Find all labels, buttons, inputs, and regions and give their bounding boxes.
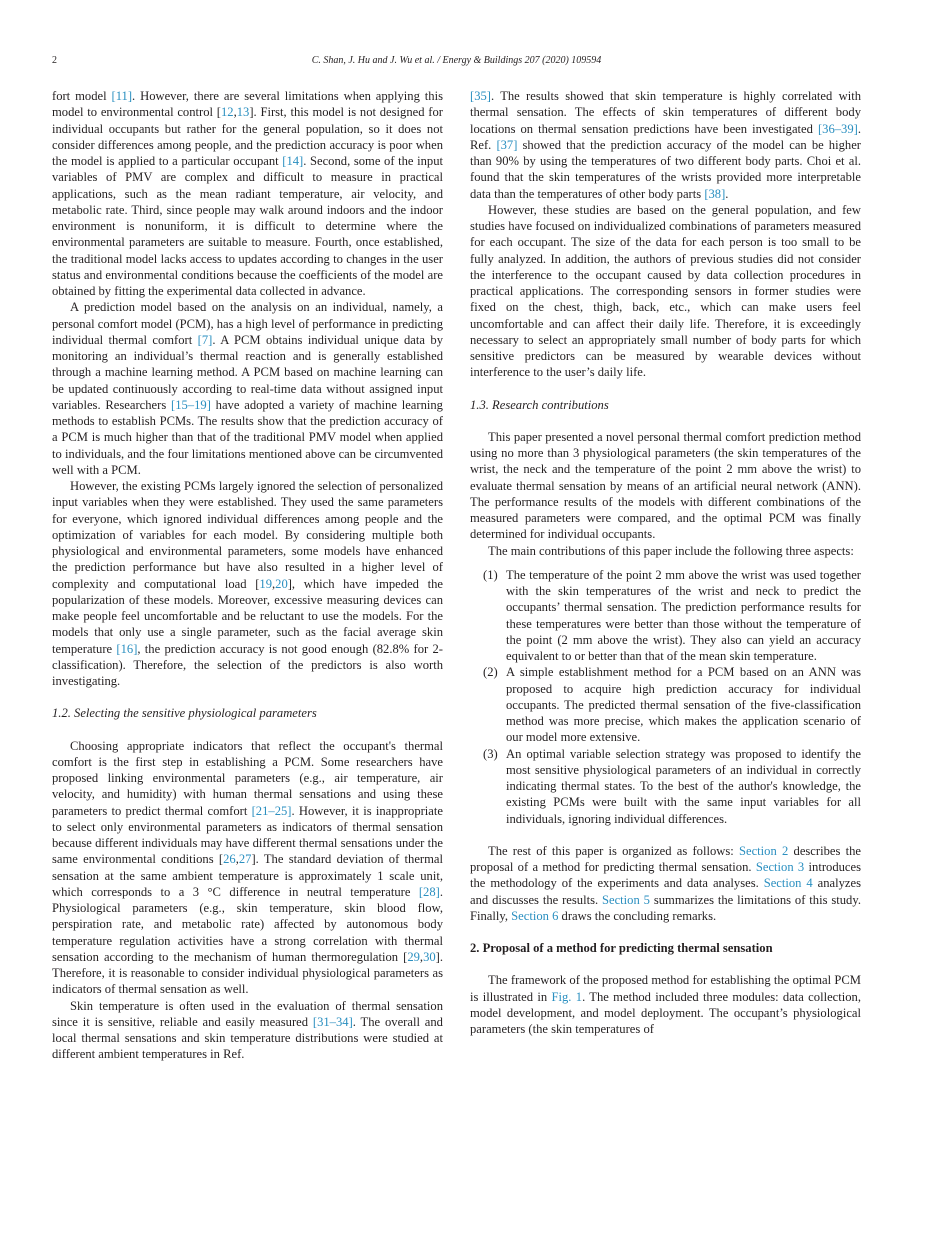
text-run: . The overall and local thermal sensations and skin temperature distributions were studied at different ambient temperatures in Ref. [52, 1014, 443, 1062]
section-heading-1-3: 1.3. Research contributions [470, 397, 609, 412]
citation-link[interactable]: Section 5 [602, 892, 650, 907]
paragraph [52, 998, 443, 1063]
text-run: introduces the methodology of the experiments and data analyses. [470, 860, 861, 891]
text-run: analyzes and discusses the results. [470, 876, 861, 907]
citation-link[interactable]: [7] [197, 332, 213, 347]
left-column [52, 88, 443, 1063]
paragraph [470, 88, 861, 202]
text-run: Choosing appropriate indicators that reflect the occupant's thermal comfort is the first step in establishing a PCM. Some researchers have proposed linking environmental parameters (e.g., air temperature, air velocity, and humidity) with human thermal sensations and using these parameters to predict thermal comfort [52, 738, 443, 818]
paragraph [470, 202, 861, 381]
text-run: The rest of this paper is organized as follows: [488, 843, 739, 858]
paragraph [470, 543, 861, 559]
citation-link[interactable]: Section 4 [763, 876, 813, 891]
contributions-list [470, 567, 861, 827]
text-run: , [419, 949, 424, 964]
page-number: 2 [52, 55, 57, 66]
right-column [470, 88, 861, 1037]
text-run: . However, it is inappropriate to select only environmental parameters as indicators of thermal sensation because different individuals may have different thermal sensations under the same environmental conditions [ [52, 803, 443, 867]
text-run: , [235, 852, 239, 867]
paragraph [470, 843, 861, 924]
journal-reference: C. Shan, J. Hu and J. Wu et al. / Energy & Buildings 207 (2020) 109594 [311, 55, 602, 66]
text-run: have adopted a variety of machine learning methods to establish PCMs. The results show that the prediction accuracy of a PCM is much higher than that of the traditional PMV model when applied to individuals, and the four limitations mentioned above can be circumvented well with a PCM. [52, 397, 443, 477]
text-run: . Physiological parameters (e.g., skin temperature, skin blood flow, perspiration rate, and metabolic rate) affected by autonomous body temperature regulation activities have a strong correlation with thermal sensation according to the mechanism of human thermoregulation [ [52, 884, 443, 964]
text-run: summarizes the limitations of this study. Finally, [470, 892, 861, 923]
paragraph [470, 972, 861, 1037]
paragraph [52, 299, 443, 478]
citation-link[interactable]: Section 3 [755, 860, 805, 874]
text-run: . Ref. [470, 121, 861, 152]
text-run: ], which have impeded the popularization of these models. Moreover, excessive measuring devices can make people feel uncomfortable and be reluctant to use the models. For the models that only use a single parameter, such as the facial average skin temperature [52, 576, 443, 656]
text-run: showed that the prediction accuracy of the model can be higher than 90% by using the temperatures of two different body parts. Choi et al. found that the skin temperatures of the wrists provided more interpretable data than the temperatures of other body parts [470, 137, 861, 201]
citation-link[interactable]: Section 2 [739, 843, 789, 858]
citation-link[interactable]: 19 [259, 576, 272, 591]
citation-link[interactable]: Section 6 [511, 908, 559, 923]
text-run: draws the concluding remarks. [558, 908, 717, 923]
text-run: The framework of the proposed method for establishing the optimal PCM is illustrated in [470, 973, 861, 1004]
paragraph [470, 429, 861, 543]
citation-link[interactable]: [21–25] [251, 803, 292, 818]
citation-link[interactable]: [11] [111, 89, 133, 103]
text-run: . However, there are several limitations when applying this model to environmental control [ [52, 89, 443, 120]
list-text: The temperature of the point 2 mm above the wrist was used together with the skin temperatures of the wrist and neck to predict the occupants’ thermal sensation. The prediction performance results for these temperatures were better than those without the temperature of the point (2 mm above the wrist). They also can yield an accuracy equivalent to or better than that of the mean skin temperature. [506, 567, 861, 663]
list-text: An optimal variable selection strategy was proposed to identify the most sensitive physiological parameters of an individual in correctly indicating thermal states. To the best of the author's knowledge, the existing PCMs were built with the same input variables for all individuals, ignoring individual differences. [506, 746, 861, 826]
text-run: describes the proposal of a method for predicting thermal sensation. [470, 843, 861, 874]
citation-link[interactable]: [38] [704, 186, 726, 201]
list-item [470, 567, 861, 665]
text-run: ]. The standard deviation of thermal sensation at the same ambient temperature is approximately 1 scale unit, which corresponds to a 3 °C difference in neutral temperature [52, 852, 443, 899]
text-run: , [271, 576, 276, 591]
paragraph [52, 738, 443, 998]
paragraph [52, 478, 443, 689]
citation-link[interactable]: 29 [407, 949, 420, 964]
text-run: fort model [52, 89, 112, 103]
citation-link[interactable]: [14] [282, 154, 304, 168]
citation-link[interactable]: 13 [236, 105, 250, 120]
text-run: Skin temperature is often used in the evaluation of thermal sensation since it is sensitive, reliable and easily measured [52, 998, 443, 1029]
text-run: , [233, 105, 237, 120]
text-run: . [725, 186, 729, 201]
text-run: . A PCM obtains individual unique data by monitoring an individual’s thermal reaction and is generally established through a machine learning method. A PCM based on machine learning can be updated continuously according to real-time data without assigned input variables. Researchers [52, 332, 443, 412]
text-run: However, these studies are based on the general population, and few studies have focused on individualized combinations of parameters measured for each occupant. The size of the data for each person is too small to be fully analyzed. In addition, the authors of previous studies did not consider the interference to the occupant caused by data collection procedures in practical applications. The corresponding sensors in former studies were fixed on the chest, thigh, back, etc., which can make users feel uncomfortable and can affect their daily life. Therefore, it is exceedingly necessary to select an appropriately small number of body parts for which sensitive predictors can be measured by wearable devices without interference to the user’s daily life. [470, 202, 861, 380]
citation-link[interactable]: [36–39] [817, 121, 858, 136]
running-head [52, 55, 861, 69]
spacer [470, 827, 861, 843]
list-text: A simple establishment method for a PCM based on an ANN was proposed to acquire high prediction accuracy for individual occupants. The predicted thermal sensation of the five-classification method was more precise, which makes the application scenario of our model more extensive. [506, 665, 861, 745]
citation-link[interactable]: 20 [275, 576, 288, 591]
citation-link[interactable]: [31–34] [312, 1014, 353, 1029]
list-number: (3) [483, 746, 498, 761]
citation-link[interactable]: 27 [238, 852, 252, 867]
text-run: . The results showed that skin temperature is highly correlated with thermal sensation. The effects of skin temperatures of different body locations on thermal sensation predictions have been investigated [470, 89, 861, 136]
citation-link[interactable]: Fig. 1 [551, 989, 583, 1004]
text-run: The main contributions of this paper include the following three aspects: [488, 543, 854, 558]
citation-link[interactable]: [16] [116, 641, 138, 656]
text-run: A prediction model based on the analysis on an individual, namely, a personal comfort model (PCM), has a high level of performance in predicting individual thermal comfort [52, 300, 443, 347]
text-run: However, the existing PCMs largely ignored the selection of personalized input variables when they were established. They used the same parameters for everyone, which ignored individual differences among people and the optimization of variables for each model. By considering multiple both physiological and environmental parameters, some models have enhanced the prediction performance but have also resulted in a higher level of complexity and computational load [ [52, 479, 443, 591]
paragraph [52, 88, 443, 299]
text-run: ]. First, this model is not designed for individual occupants but rather for the general population, so it does not consider differences among people, and the prediction accuracy is poor when the model is applied to a particular occupant [52, 105, 443, 168]
citation-link[interactable]: [35] [470, 89, 491, 103]
citation-link[interactable]: 30 [423, 949, 436, 964]
citation-link[interactable]: 12 [221, 105, 234, 120]
citation-link[interactable]: 26 [223, 852, 236, 867]
list-item [470, 746, 861, 827]
text-run: . The method included three modules: data collection, model development, and model deployment. The occupant’s physiological parameters (the skin temperatures of [470, 989, 861, 1036]
citation-link[interactable]: [37] [496, 137, 518, 152]
list-number: (1) [483, 567, 498, 582]
list-number: (2) [483, 665, 498, 680]
text-run: , the prediction accuracy is not good enough (82.8% for 2-classification). Therefore, the selection of the predictors is also worth investigating. [52, 641, 443, 688]
text-run: This paper presented a novel personal thermal comfort prediction method using no more than 3 physiological parameters (the skin temperatures of the wrist, the neck and the temperature of the point 2 mm above the wrist) to evaluate thermal sensation by means of an artificial neural network (ANN). The performance results of the models with different combinations of the measured parameters were compared, and the optimal PCM was finally determined for individual occupants. [470, 429, 861, 542]
text-run: . Second, some of the input variables of PMV are complex and difficult to measure in practical applications, such as the mean radiant temperature, air velocity, and metabolic rate. Third, since people may walk around indoors and the indoor environment is nonuniform, it is difficult to determine where the environmental parameters are suitable to measure. Fourth, once established, the traditional model lacks access to updates according to changes in the user status and environmental conditions because the coefficients of the model are obtained by fitting the experimental data collected in advance. [52, 154, 443, 298]
section-heading-1-2: 1.2. Selecting the sensitive physiological parameters [52, 706, 317, 721]
section-heading-2: 2. Proposal of a method for predicting thermal sensation [470, 941, 773, 955]
citation-link[interactable]: [28] [418, 884, 440, 899]
list-item [470, 664, 861, 745]
citation-link[interactable]: [15–19] [171, 397, 211, 412]
text-run: ]. Therefore, it is reasonable to consider individual physiological parameters as indicators of thermal sensation as well. [52, 949, 443, 997]
